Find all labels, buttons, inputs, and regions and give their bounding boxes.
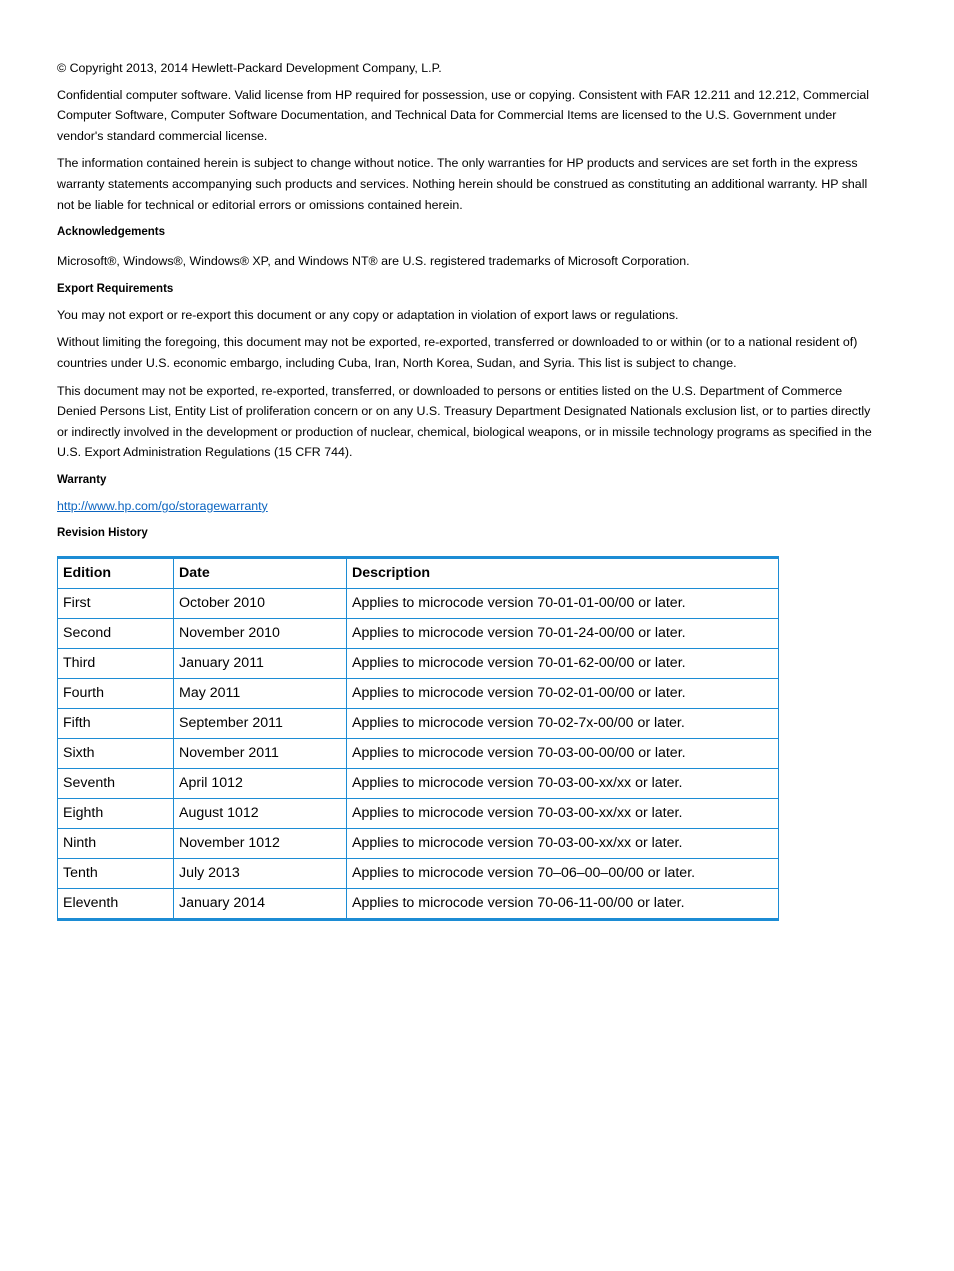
date-cell: May 2011 xyxy=(174,678,347,708)
storage-warranty-link[interactable]: http://www.hp.com/go/storagewarranty xyxy=(57,498,268,513)
date-cell: January 2011 xyxy=(174,648,347,678)
description-cell: Applies to microcode version 70-02-7x-00/00 or later. xyxy=(347,708,779,738)
date-cell: August 1012 xyxy=(174,798,347,828)
revision-history-table xyxy=(57,556,779,921)
date-cell: November 2011 xyxy=(174,738,347,768)
table-header-row xyxy=(58,557,779,588)
date-cell: November 2010 xyxy=(174,618,347,648)
edition-cell: Third xyxy=(58,648,174,678)
description-cell: Applies to microcode version 70-06-11-00/00 or later. xyxy=(347,888,779,919)
table-row xyxy=(58,588,779,618)
license-paragraph: Confidential computer software. Valid license from HP required for possession, use or copying. Consistent with FAR 12.211 and 12.212, Commercial Computer Software, Computer Software Documentation, and Technical Data for Commercial Items are licensed to the U.S. Government under vendor's standard commercial license. xyxy=(57,87,869,143)
date-cell: July 2013 xyxy=(174,858,347,888)
export-requirements-heading: Export Requirements xyxy=(57,282,174,295)
table-row xyxy=(58,618,779,648)
column-header-edition: Edition xyxy=(58,557,174,588)
date-cell: April 1012 xyxy=(174,768,347,798)
date-cell: November 1012 xyxy=(174,828,347,858)
column-header-description: Description xyxy=(347,557,779,588)
edition-cell: Eighth xyxy=(58,798,174,828)
export-paragraph-3: This document may not be exported, re-exported, transferred, or downloaded to persons or entities listed on the U.S. Department of Commerce Denied Persons List, Entity List of proliferation concern or on any U.S. Treasury Department Designated Nationals exclusion list, or to parties directly or indirectly involved in the development or production of nuclear, chemical, biological weapons, or in missile technology programs as specified in the U.S. Export Administration Regulations (15 CFR 744). xyxy=(57,383,872,460)
table-row xyxy=(58,768,779,798)
revision-history-heading: Revision History xyxy=(57,526,148,539)
acknowledgements-text: Microsoft®, Windows®, Windows® XP, and Windows NT® are U.S. registered trademarks of Microsoft Corporation. xyxy=(57,254,690,269)
edition-cell: Fifth xyxy=(58,708,174,738)
edition-cell: Second xyxy=(58,618,174,648)
edition-cell: Ninth xyxy=(58,828,174,858)
export-paragraph-1: You may not export or re-export this document or any copy or adaptation in violation of export laws or regulations. xyxy=(57,307,679,322)
date-cell: September 2011 xyxy=(174,708,347,738)
edition-cell: First xyxy=(58,588,174,618)
table-row xyxy=(58,738,779,768)
description-cell: Applies to microcode version 70–06–00–00/00 or later. xyxy=(347,858,779,888)
acknowledgements-heading: Acknowledgements xyxy=(57,226,165,239)
edition-cell: Tenth xyxy=(58,858,174,888)
copyright-notice: © Copyright 2013, 2014 Hewlett-Packard Development Company, L.P. xyxy=(57,61,442,75)
edition-cell: Seventh xyxy=(58,768,174,798)
table-row xyxy=(58,828,779,858)
table-row xyxy=(58,708,779,738)
table-row xyxy=(58,678,779,708)
warranty-heading: Warranty xyxy=(57,473,107,486)
table-row xyxy=(58,648,779,678)
legal-notice-page xyxy=(57,58,872,921)
edition-cell: Fourth xyxy=(58,678,174,708)
export-paragraph-2: Without limiting the foregoing, this document may not be exported, re-exported, transferred or downloaded to or within (or to a national resident of) countries under U.S. economic embargo, including Cuba, Iran, North Korea, Sudan, and Syria. This list is subject to change. xyxy=(57,335,858,370)
table-row xyxy=(58,798,779,828)
description-cell: Applies to microcode version 70-01-24-00/00 or later. xyxy=(347,618,779,648)
date-cell: January 2014 xyxy=(174,888,347,919)
description-cell: Applies to microcode version 70-01-62-00/00 or later. xyxy=(347,648,779,678)
description-cell: Applies to microcode version 70-02-01-00/00 or later. xyxy=(347,678,779,708)
description-cell: Applies to microcode version 70-03-00-xx/xx or later. xyxy=(347,828,779,858)
edition-cell: Eleventh xyxy=(58,888,174,919)
column-header-date: Date xyxy=(174,557,347,588)
description-cell: Applies to microcode version 70-03-00-xx/xx or later. xyxy=(347,798,779,828)
edition-cell: Sixth xyxy=(58,738,174,768)
description-cell: Applies to microcode version 70-03-00-xx/xx or later. xyxy=(347,768,779,798)
table-row xyxy=(58,888,779,919)
warranty-notice-paragraph: The information contained herein is subject to change without notice. The only warranties for HP products and services are set forth in the express warranty statements accompanying such products and services. Nothing herein should be construed as constituting an additional warranty. HP shall not be liable for technical or editorial errors or omissions contained herein. xyxy=(57,156,868,212)
description-cell: Applies to microcode version 70-03-00-00/00 or later. xyxy=(347,738,779,768)
table-row xyxy=(58,858,779,888)
description-cell: Applies to microcode version 70-01-01-00/00 or later. xyxy=(347,588,779,618)
date-cell: October 2010 xyxy=(174,588,347,618)
